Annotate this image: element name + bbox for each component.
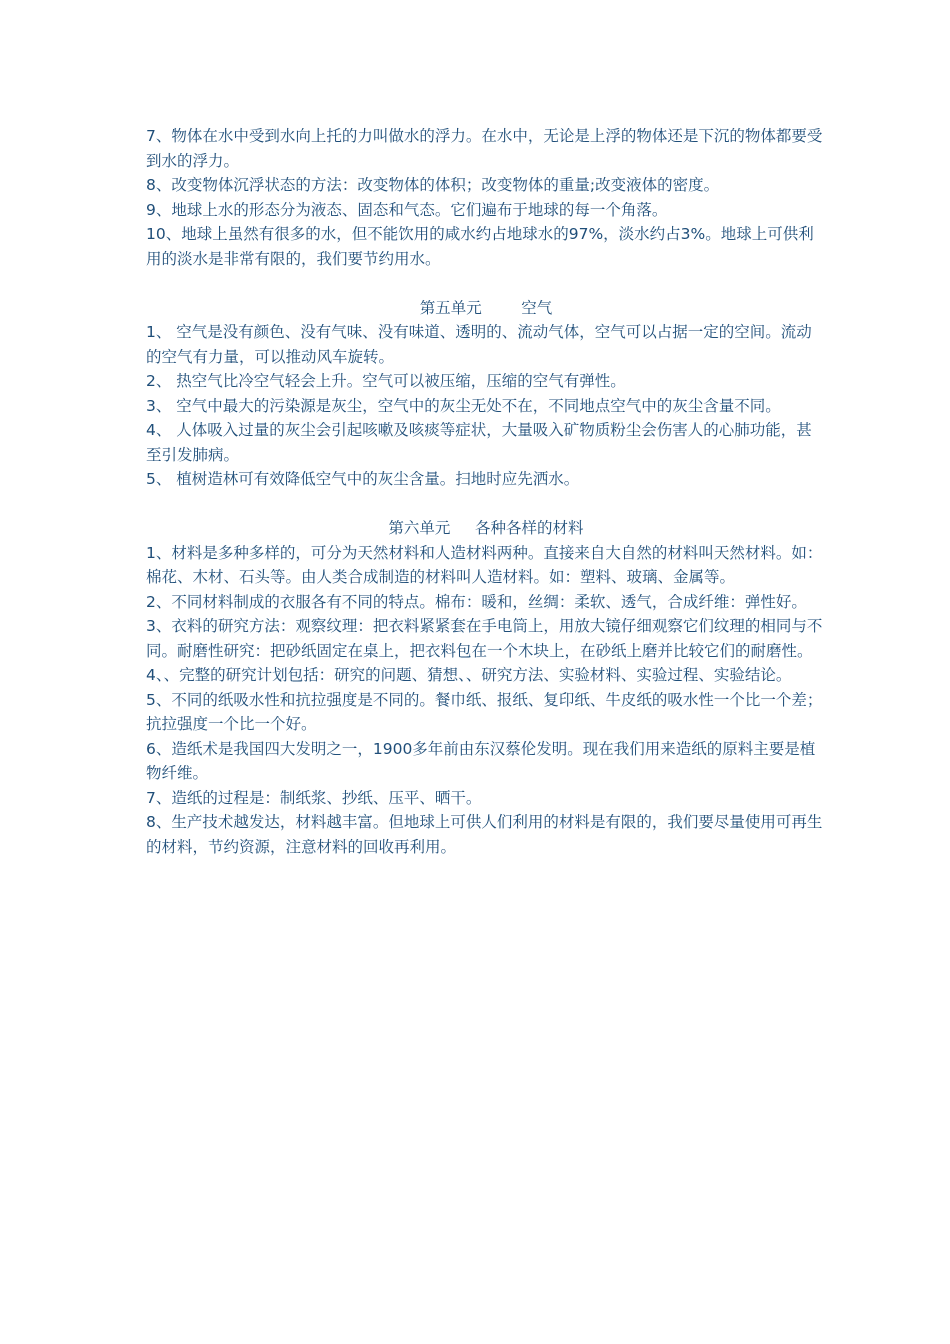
unit-five-heading: 第五单元 空气 — [419, 298, 553, 317]
document-page — [146, 124, 826, 859]
water-item-7: 7、物体在水中受到水向上托的力叫做水的浮力。在水中，无论是上浮的物体还是下沉的物体都要受到水的浮力。 — [146, 127, 823, 170]
spacer — [146, 271, 826, 296]
unit-six-heading: 第六单元 各种各样的材料 — [388, 519, 584, 537]
materials-item-3: 3、衣料的研究方法：观察纹理：把衣料紧紧套在手电筒上，用放大镜仔细观察它们纹理的相同与不同。耐磨性研究：把砂纸固定在桌上，把衣料包在一个木块上，在砂纸上磨并比较它们的耐磨性。 — [146, 617, 823, 660]
materials-item-1: 1、材料是多种多样的，可分为天然材料和人造材料两种。直接来自大自然的材料叫天然材料。如：棉花、木材、石头等。由人类合成制造的材料叫人造材料。如：塑料、玻璃、金属等。 — [146, 543, 823, 586]
spacer — [146, 492, 826, 517]
air-item-2: 2、 热空气比冷空气轻会上升。空气可以被压缩，压缩的空气有弹性。 — [146, 372, 626, 390]
water-item-9: 9、地球上水的形态分为液态、固态和气态。它们遍布于地球的每一个角落。 — [146, 200, 668, 219]
materials-item-8: 8、生产技术越发达，材料越丰富。但地球上可供人们利用的材料是有限的，我们要尽量使用可再生的材料，节约资源，注意材料的回收再利用。 — [146, 813, 823, 856]
water-item-10: 10、地球上虽然有很多的水，但不能饮用的咸水约占地球水的97%，淡水约占3%。地球上可供利用的淡水是非常有限的，我们要节约用水。 — [146, 225, 814, 268]
air-item-3: 3、 空气中最大的污染源是灰尘，空气中的灰尘无处不在，不同地点空气中的灰尘含量不同。 — [146, 396, 781, 415]
materials-item-5: 5、不同的纸吸水性和抗拉强度是不同的。餐巾纸、报纸、复印纸、牛皮纸的吸水性一个比一个差；抗拉强度一个比一个好。 — [146, 690, 823, 733]
materials-item-4: 4、、完整的研究计划包括：研究的问题、猜想、、研究方法、实验材料、实验过程、实验结论。 — [146, 666, 792, 684]
air-item-4: 4、 人体吸入过量的灰尘会引起咳嗽及咳痰等症状，大量吸入矿物质粉尘会伤害人的心肺功能，甚至引发肺病。 — [146, 421, 812, 464]
water-item-8: 8、改变物体沉浮状态的方法：改变物体的体积；改变物体的重量;改变液体的密度。 — [146, 176, 720, 194]
materials-item-2: 2、不同材料制成的衣服各有不同的特点。棉布：暖和，丝绸：柔软、透气，合成纤维：弹性好。 — [146, 592, 807, 611]
air-item-1: 1、 空气是没有颜色、没有气味、没有味道、透明的、流动气体，空气可以占据一定的空间。流动的空气有力量，可以推动风车旋转。 — [146, 323, 812, 366]
materials-item-6: 6、造纸术是我国四大发明之一，1900多年前由东汉蔡伦发明。现在我们用来造纸的原料主要是植物纤维。 — [146, 739, 816, 782]
materials-item-7: 7、造纸的过程是：制纸浆、抄纸、压平、晒干。 — [146, 788, 482, 807]
air-item-5: 5、 植树造林可有效降低空气中的灰尘含量。扫地时应先洒水。 — [146, 470, 580, 488]
